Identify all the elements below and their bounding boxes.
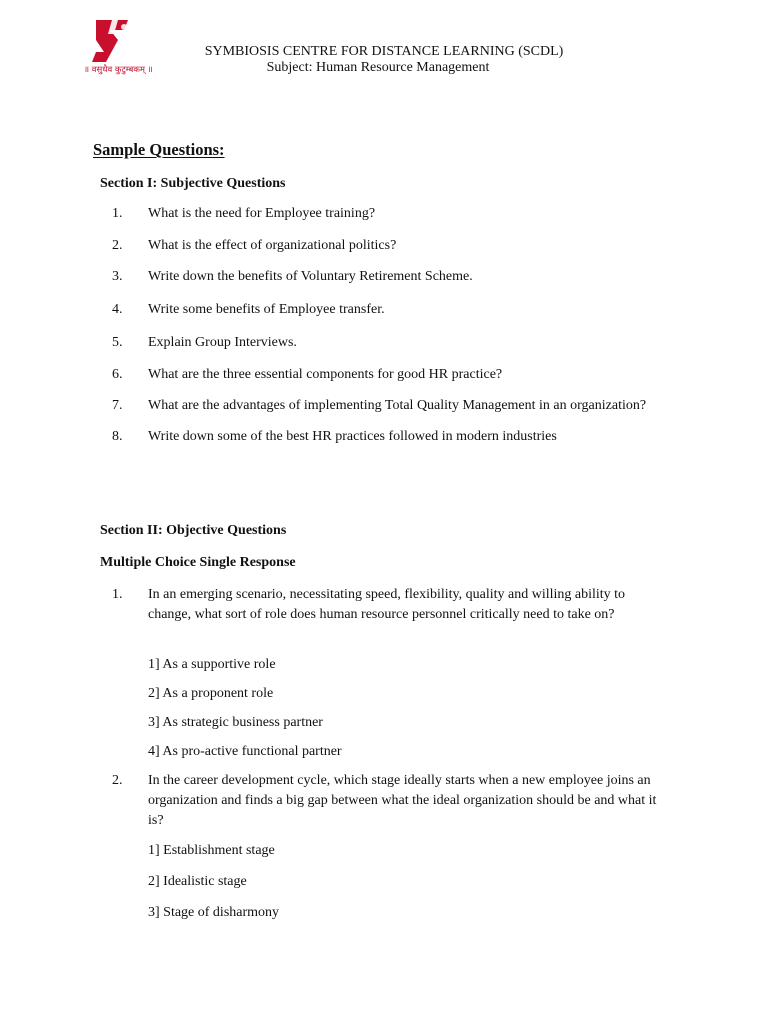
question-number: 5. bbox=[112, 335, 123, 350]
question-number: 7. bbox=[112, 398, 123, 413]
list-item: Write down the benefits of Voluntary Retirement Scheme. bbox=[148, 269, 473, 284]
logo-motto: ॥ वसुधैव कुटुम्बकम् ॥ bbox=[84, 65, 153, 75]
question-number: 1. bbox=[112, 587, 123, 602]
answer-option: 2] As a proponent role bbox=[148, 686, 274, 701]
answer-option: 1] As a supportive role bbox=[148, 657, 276, 672]
document-header bbox=[0, 44, 768, 76]
section-2-heading: Section II: Objective Questions bbox=[100, 523, 287, 538]
question-number: 3. bbox=[112, 269, 123, 284]
list-item: What is the effect of organizational politics? bbox=[148, 238, 397, 253]
question-text: In an emerging scenario, necessitating speed, flexibility, quality and willing ability to change, what sort of role does human resource personnel critically need to take on? bbox=[148, 587, 626, 622]
list-item: Write some benefits of Employee transfer. bbox=[148, 302, 385, 317]
section-2-subheading: Multiple Choice Single Response bbox=[100, 555, 296, 570]
answer-option: 2] Idealistic stage bbox=[148, 874, 247, 889]
question-number: 2. bbox=[112, 238, 123, 253]
answer-option: 1] Establishment stage bbox=[148, 843, 275, 858]
question-number: 4. bbox=[112, 302, 123, 317]
list-item: Explain Group Interviews. bbox=[148, 335, 297, 350]
list-item: What are the three essential components for good HR practice? bbox=[148, 367, 503, 382]
list-item: What are the advantages of implementing Total Quality Management in an organization? bbox=[148, 398, 647, 413]
list-item: What is the need for Employee training? bbox=[148, 206, 376, 221]
list-item: Write down some of the best HR practices followed in modern industries bbox=[148, 429, 557, 444]
question-number: 8. bbox=[112, 429, 123, 444]
section-1-heading: Section I: Subjective Questions bbox=[100, 176, 286, 191]
question-number: 2. bbox=[112, 773, 123, 788]
question-number: 6. bbox=[112, 367, 123, 382]
answer-option: 3] Stage of disharmony bbox=[148, 905, 280, 920]
page-title: Sample Questions: bbox=[93, 140, 225, 159]
question-number: 1. bbox=[112, 206, 123, 221]
answer-option: 3] As strategic business partner bbox=[148, 715, 323, 730]
institution-name: SYMBIOSIS CENTRE FOR DISTANCE LEARNING (SCDL) bbox=[204, 44, 564, 59]
subject-line: Subject: Human Resource Management bbox=[266, 60, 490, 75]
question-text: In the career development cycle, which stage ideally starts when a new employee joins an organization and finds a big gap between what the ideal organization should be and what it is? bbox=[148, 773, 657, 828]
answer-option: 4] As pro-active functional partner bbox=[148, 744, 342, 759]
